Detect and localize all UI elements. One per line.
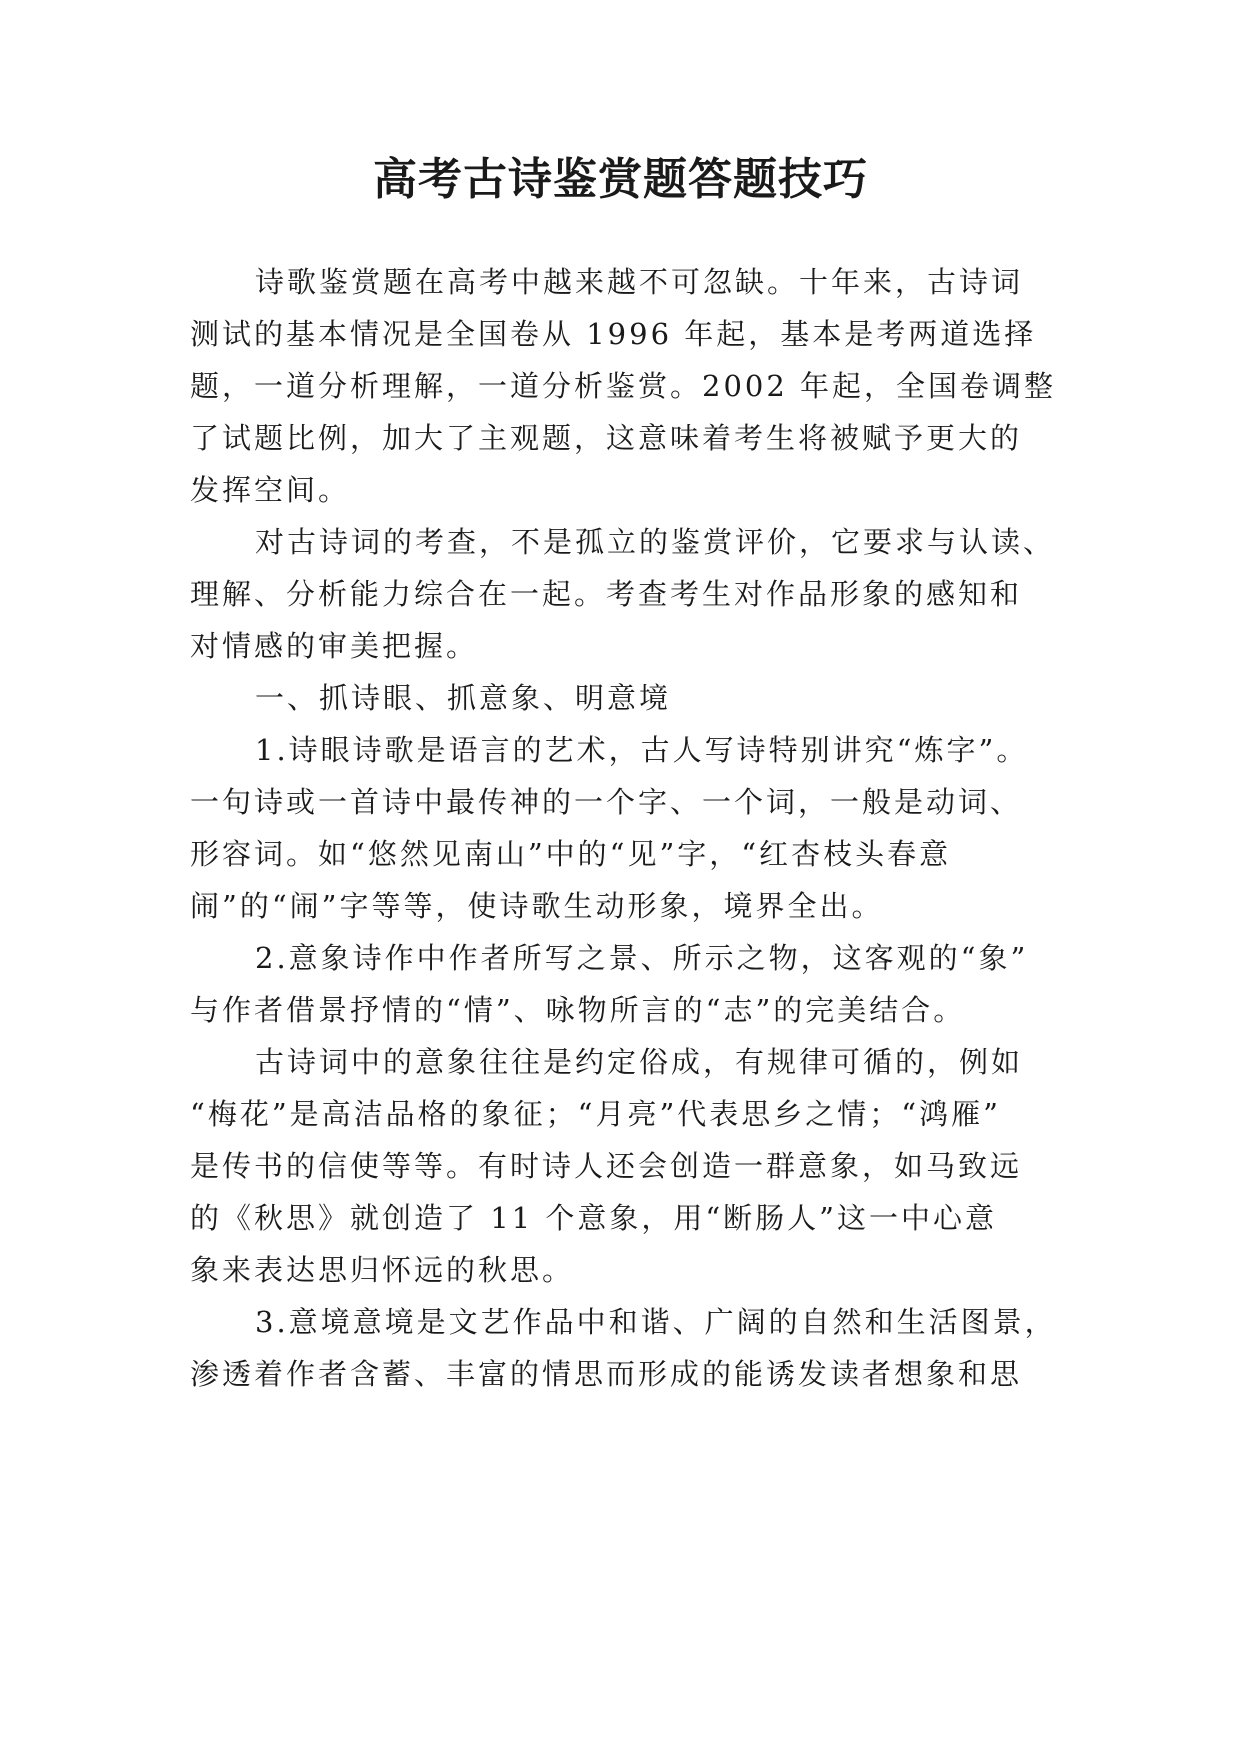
paragraph-line: 闹”的“闹”字等等，使诗歌生动形象，境界全出。 — [190, 889, 884, 923]
paragraph-line: 1.诗眼诗歌是语言的艺术，古人写诗特别讲究“炼字”。 — [255, 733, 1029, 767]
paragraph-line: “梅花”是高洁品格的象征；“月亮”代表思乡之情；“鸿雁” — [190, 1097, 1001, 1131]
paragraph-line: 3.意境意境是文艺作品中和谐、广阔的自然和生活图景， — [255, 1305, 1057, 1339]
paragraph-line: 与作者借景抒情的“情”、咏物所言的“志”的完美结合。 — [190, 993, 966, 1027]
paragraph-line: 发挥空间。 — [190, 473, 351, 507]
paragraph-line: 古诗词中的意象往往是约定俗成，有规律可循的，例如 — [255, 1045, 1024, 1079]
paragraph-line: 一句诗或一首诗中最传神的一个字、一个词，一般是动词、 — [190, 785, 1023, 819]
paragraph-line: 渗透着作者含蓄、丰富的情思而形成的能诱发读者想象和思 — [190, 1357, 1023, 1391]
paragraph-line: 测试的基本情况是全国卷从 1996 年起，基本是考两道选择 — [190, 317, 1037, 351]
paragraph-line: 是传书的信使等等。有时诗人还会创造一群意象，如马致远 — [190, 1149, 1023, 1183]
paragraph-line: 的《秋思》就创造了 11 个意象，用“断肠人”这一中心意 — [190, 1201, 997, 1235]
paragraph-line: 诗歌鉴赏题在高考中越来越不可忽缺。十年来，古诗词 — [255, 265, 1024, 299]
section-heading: 一、抓诗眼、抓意象、明意境 — [255, 681, 672, 715]
paragraph-line: 2.意象诗作中作者所写之景、所示之物，这客观的“象” — [255, 941, 1029, 975]
paragraph-line: 题，一道分析理解，一道分析鉴赏。2002 年起，全国卷调整 — [190, 369, 1057, 403]
paragraph-line: 理解、分析能力综合在一起。考查考生对作品形象的感知和 — [190, 577, 1023, 611]
paragraph-line: 对古诗词的考查，不是孤立的鉴赏评价，它要求与认读、 — [255, 525, 1056, 559]
paragraph-line: 了试题比例，加大了主观题，这意味着考生将被赋予更大的 — [190, 421, 1023, 455]
paragraph-line: 对情感的审美把握。 — [190, 629, 479, 663]
paragraph-line: 象来表达思归怀远的秋思。 — [190, 1253, 575, 1287]
paragraph-line: 形容词。如“悠然见南山”中的“见”字，“红杏枝头春意 — [190, 837, 952, 871]
page-title: 高考古诗鉴赏题答题技巧 — [373, 154, 868, 205]
